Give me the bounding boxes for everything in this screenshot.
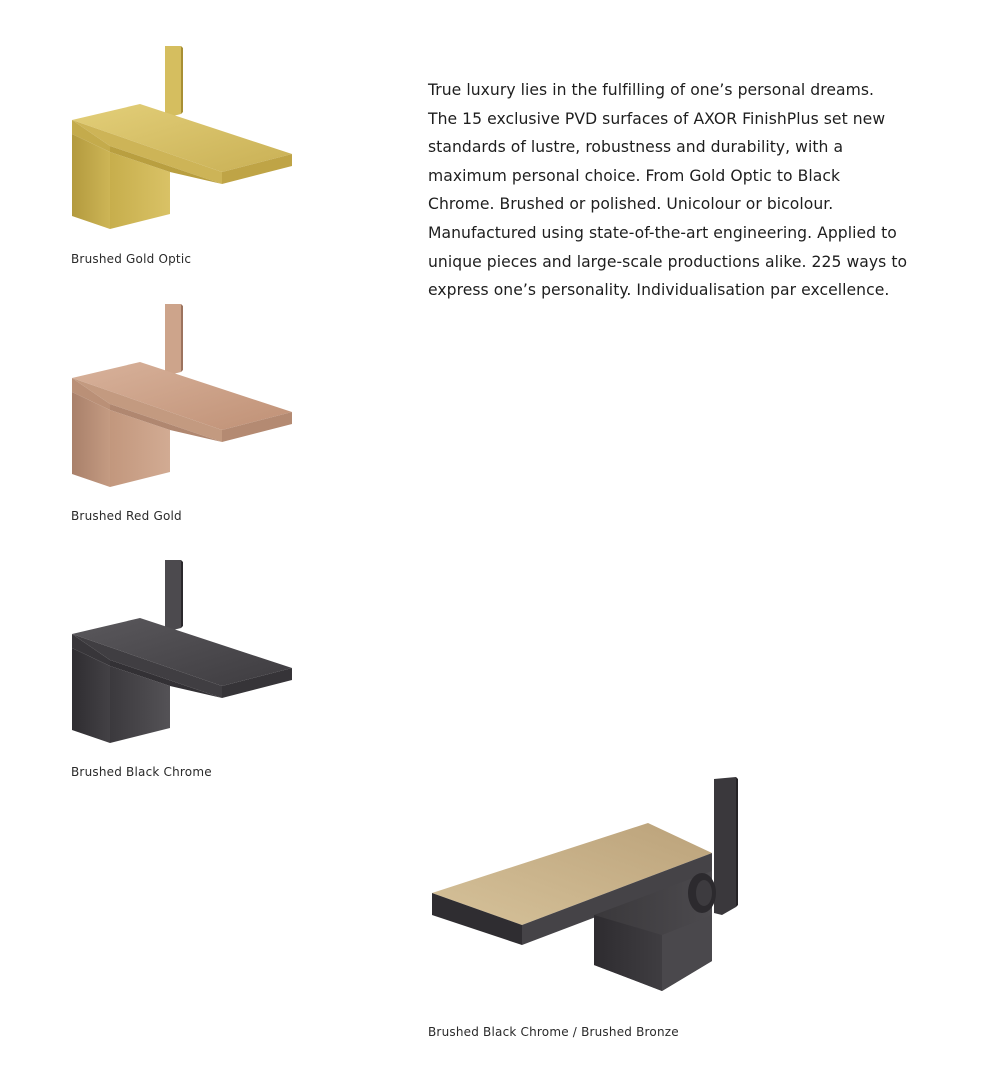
faucet-image-black-chrome	[70, 558, 295, 744]
caption-brushed-red-gold: Brushed Red Gold	[71, 509, 182, 523]
faucet-image-gold-optic	[70, 44, 295, 230]
caption-brushed-black-chrome: Brushed Black Chrome	[71, 765, 212, 779]
intro-text: True luxury lies in the fulfilling of one’s personal dreams. The 15 exclusive PVD surfaces of AXOR FinishPlus set new standards of lustre, robustness and durability, with a maximum personal choice. From Gold Optic to Black Chrome. Brushed or polished. Unicolour or bicolour. Manufactured using state-of-the-art engineering. Applied to unique pieces and large-scale productions alike. 225 ways to express one’s personality. Individualisation par excellence.	[428, 81, 908, 300]
caption-brushed-gold-optic: Brushed Gold Optic	[71, 252, 192, 266]
intro-paragraph	[428, 76, 908, 305]
faucet-image-black-chrome-bronze	[430, 775, 742, 997]
caption-brushed-black-chrome-bronze: Brushed Black Chrome / Brushed Bronze	[428, 1025, 679, 1039]
faucet-image-red-gold	[70, 302, 295, 488]
